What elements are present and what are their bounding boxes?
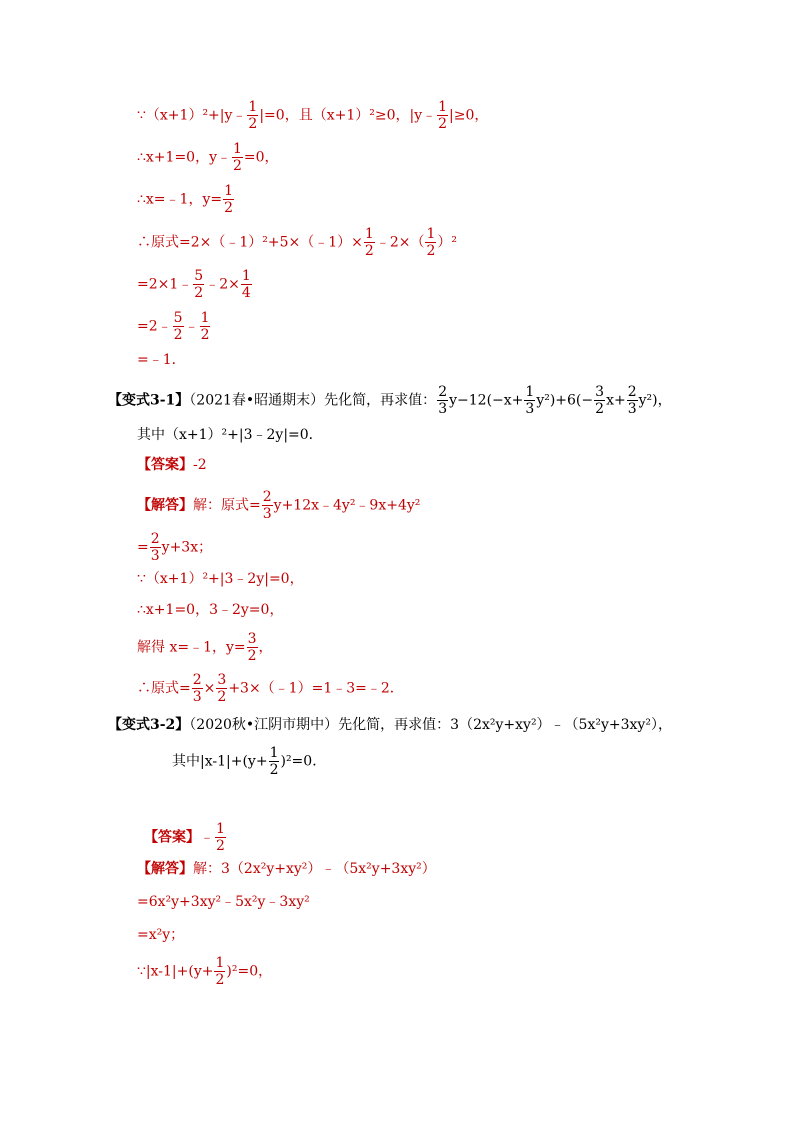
question-tag: 【变式3-2】 <box>108 717 190 733</box>
solution-line-5 <box>137 269 253 300</box>
fraction <box>437 100 448 131</box>
expression: y−12(−x+ <box>449 392 524 409</box>
fraction <box>247 632 258 663</box>
denominator: 2 <box>364 243 374 259</box>
fraction <box>215 822 226 853</box>
text: ∵（x+1）²+|y﹣ <box>137 107 247 124</box>
answer-line <box>137 458 207 472</box>
numerator: 1 <box>248 99 258 115</box>
fraction <box>627 385 638 416</box>
text: ∴x+1=0，3﹣2y=0， <box>137 602 284 618</box>
numerator: 1 <box>233 141 242 157</box>
solution-line-4 <box>137 227 457 258</box>
denominator: 4 <box>241 285 251 301</box>
text: +3×（﹣1）=1﹣3=﹣2． <box>228 680 404 697</box>
solution-line-6 <box>137 311 211 342</box>
fraction <box>524 385 535 416</box>
text: ∴原式= <box>137 680 191 697</box>
text: = <box>137 539 149 556</box>
denominator: 2 <box>426 243 436 259</box>
solution-line <box>137 632 273 663</box>
denominator: 2 <box>217 689 227 705</box>
numerator: 2 <box>438 384 448 400</box>
solution-line <box>137 673 404 704</box>
numerator: 2 <box>627 384 637 400</box>
expression: y²)， <box>638 392 672 409</box>
numerator: 1 <box>224 183 234 199</box>
numerator: 2 <box>262 489 272 505</box>
question-condition <box>172 746 326 777</box>
fraction <box>216 673 227 704</box>
text: 解：原式= <box>193 497 261 514</box>
text: ﹣2× <box>205 276 240 293</box>
fraction <box>247 100 258 131</box>
text: |=0，且（x+1）²≥0，|y﹣ <box>259 107 437 124</box>
denominator: 2 <box>269 762 279 778</box>
text: )²=0， <box>226 963 273 980</box>
answer-value: ﹣ <box>200 829 214 846</box>
text: =0， <box>243 149 279 166</box>
text: =﹣1． <box>137 352 186 368</box>
text: ﹣ <box>184 318 199 335</box>
numerator: 1 <box>525 384 535 400</box>
fraction <box>364 227 375 258</box>
numerator: 1 <box>269 745 279 761</box>
question-condition <box>137 428 323 442</box>
text: =2﹣ <box>137 318 172 335</box>
fraction <box>425 227 436 258</box>
fraction <box>437 385 448 416</box>
question-tag: 【变式3-1】 <box>108 392 190 409</box>
text: ﹣2×（ <box>375 234 425 251</box>
denominator: 3 <box>438 401 448 417</box>
fraction <box>262 490 273 521</box>
fraction <box>173 311 184 342</box>
fraction <box>223 184 234 215</box>
question-text: （2021春•昭通期末）先化简，再求值： <box>189 392 437 409</box>
denominator: 2 <box>200 327 210 343</box>
denominator: 3 <box>262 506 272 522</box>
numerator: 1 <box>364 226 374 242</box>
text: 解：3（2x²y+xy²）﹣（5x²y+3xy²） <box>193 861 436 877</box>
solution-tag: 【解答】 <box>137 497 193 514</box>
numerator: 1 <box>200 310 210 326</box>
solution-line-1 <box>137 100 488 131</box>
text: ， <box>258 639 273 656</box>
fraction <box>594 385 605 416</box>
numerator: 1 <box>438 99 448 115</box>
solution-line <box>137 572 304 586</box>
text: |≥0， <box>449 107 489 124</box>
denominator: 2 <box>247 648 257 664</box>
fraction <box>200 311 211 342</box>
denominator: 2 <box>173 327 183 343</box>
solution-line <box>137 490 420 521</box>
text: =x²y； <box>137 927 185 943</box>
solution-line <box>137 895 310 909</box>
fraction <box>214 956 225 987</box>
numerator: 3 <box>217 672 227 688</box>
solution-line <box>137 603 283 617</box>
denominator: 2 <box>595 401 605 417</box>
solution-line <box>137 862 436 876</box>
denominator: 3 <box>525 401 535 417</box>
text: ∵|x-1|+(y+ <box>137 963 214 980</box>
numerator: 3 <box>595 384 605 400</box>
fraction <box>192 673 203 704</box>
text: =2×1﹣ <box>137 276 193 293</box>
numerator: 1 <box>215 955 225 971</box>
text: ∴x=﹣1，y= <box>137 191 223 208</box>
text: =6x²y+3xy²﹣5x²y﹣3xy² <box>137 894 310 910</box>
text: )²=0． <box>280 753 327 770</box>
question-text: （2020秋•江阴市期中）先化简，再求值：3（2x²y+xy²）﹣（5x²y+3xy²）， <box>189 717 672 733</box>
text: × <box>203 680 216 697</box>
fraction <box>232 142 243 173</box>
denominator: 2 <box>438 116 448 132</box>
solution-line <box>137 928 184 942</box>
denominator: 2 <box>216 838 225 854</box>
solution-line <box>137 532 212 563</box>
numerator: 3 <box>247 631 257 647</box>
denominator: 2 <box>224 200 234 216</box>
numerator: 2 <box>150 531 160 547</box>
text: 其中|x-1|+(y+ <box>172 753 268 770</box>
numerator: 5 <box>173 310 183 326</box>
fraction <box>193 269 204 300</box>
text: 其中（x+1）²+|3﹣2y|=0． <box>137 427 323 443</box>
expression: y²)+6(− <box>536 392 594 409</box>
fraction <box>150 532 161 563</box>
numerator: 1 <box>426 226 436 242</box>
fraction <box>241 269 252 300</box>
answer-tag: 【答案】 <box>144 829 200 846</box>
text: 解得 x=﹣1，y= <box>137 639 246 656</box>
question-variant-3-1 <box>108 385 672 416</box>
denominator: 3 <box>627 401 637 417</box>
denominator: 2 <box>233 158 242 174</box>
answer-value: -2 <box>193 457 207 473</box>
text: y+3x； <box>161 539 213 556</box>
denominator: 2 <box>194 285 204 301</box>
numerator: 1 <box>216 821 225 837</box>
solution-line-2 <box>137 142 279 173</box>
question-variant-3-2 <box>108 718 672 732</box>
text: ∵（x+1）²+|3﹣2y|=0， <box>137 571 304 587</box>
numerator: 5 <box>194 268 204 284</box>
text: ∴x+1=0，y﹣ <box>137 149 231 166</box>
denominator: 3 <box>150 548 160 564</box>
expression: x+ <box>606 392 626 409</box>
solution-line-3 <box>137 184 235 215</box>
numerator: 2 <box>192 672 202 688</box>
text: ∴原式=2×（﹣1）²+5×（﹣1）× <box>137 234 363 251</box>
answer-line <box>144 822 227 853</box>
denominator: 2 <box>215 972 225 988</box>
text: ）² <box>437 234 458 251</box>
numerator: 1 <box>241 268 251 284</box>
text: y+12x﹣4y²﹣9x+4y² <box>273 497 421 514</box>
solution-tag: 【解答】 <box>137 861 193 877</box>
answer-tag: 【答案】 <box>137 457 193 473</box>
denominator: 3 <box>192 689 202 705</box>
solution-line-7 <box>137 353 186 367</box>
solution-line <box>137 956 272 987</box>
fraction <box>269 746 280 777</box>
denominator: 2 <box>248 116 258 132</box>
